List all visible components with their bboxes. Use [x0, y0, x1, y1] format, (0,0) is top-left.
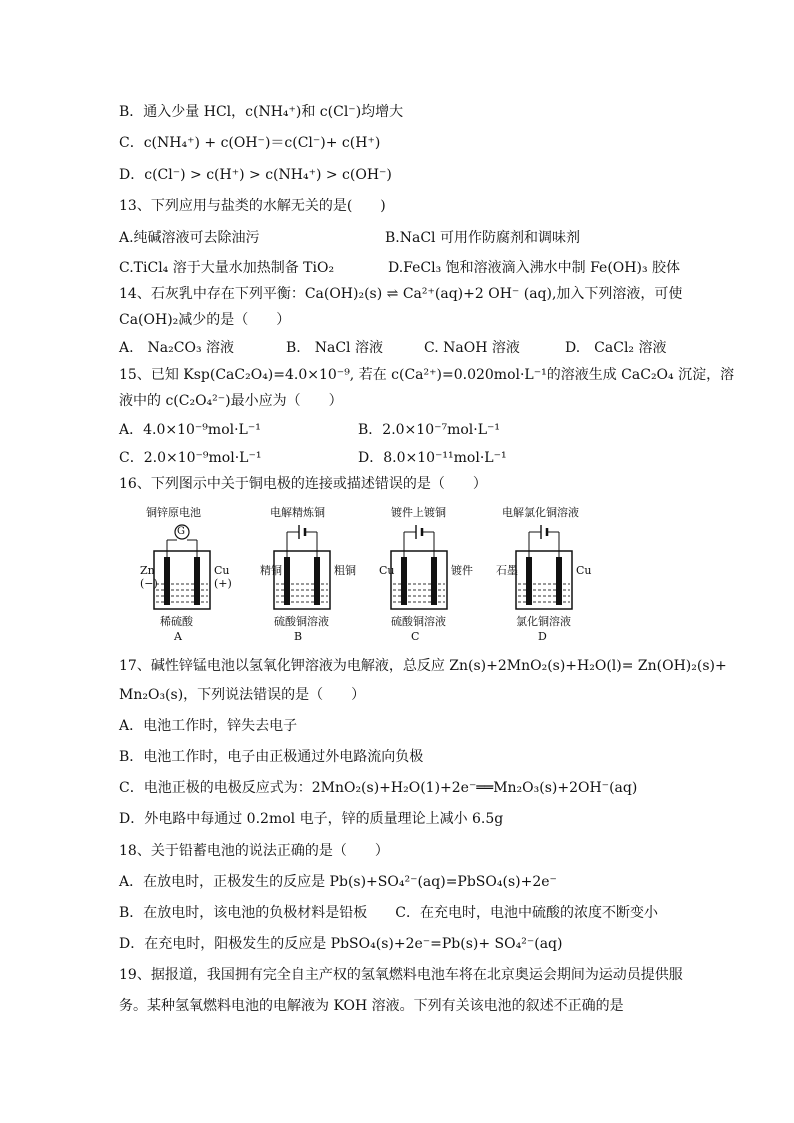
q14-option-b: B. NaCl 溶液	[286, 340, 383, 356]
q12-option-d: D．c(Cl⁻) > c(H⁺) > c(NH₄⁺) > c(OH⁻)	[119, 167, 392, 183]
q14-option-c: C. NaOH 溶液	[424, 340, 520, 356]
q15-option-d: D．8.0×10⁻¹¹mol·L⁻¹	[358, 450, 507, 466]
q15-stem-line2: 液中的 c(C₂O₄²⁻)最小应为（ ）	[119, 393, 343, 409]
q13-stem: 13、下列应用与盐类的水解无关的是( )	[119, 198, 386, 214]
diagram-title: 镀件上镀铜	[391, 506, 446, 519]
q12-option-b: B．通入少量 HCl，c(NH₄⁺)和 c(Cl⁻)均增大	[119, 104, 404, 120]
q18-option-b-c: B．在放电时，该电池的负极材料是铅板 C．在充电时，电池中硫酸的浓度不断变小	[119, 905, 658, 921]
diagram-title: 铜锌原电池	[146, 506, 201, 519]
right-electrode-label: Cu	[576, 564, 592, 577]
solution-label: 氯化铜溶液	[516, 615, 571, 628]
q17-option-c: C．电池正极的电极反应式为：2MnO₂(s)+H₂O(1)+2e⁻══Mn₂O₃(s)+2OH⁻(aq)	[119, 780, 638, 796]
left-electrode-label: 石墨	[496, 564, 518, 577]
galvanometer-label: G	[177, 526, 185, 537]
left-electrode-sign: (−)	[140, 577, 158, 590]
q16-stem: 16、下列图示中关于铜电极的连接或描述错误的是（ ）	[119, 476, 487, 492]
left-electrode-label: Cu	[379, 564, 395, 577]
q17-option-a: A．电池工作时，锌失去电子	[119, 718, 298, 734]
q13-option-d: D.FeCl₃ 饱和溶液滴入沸水中制 Fe(OH)₃ 胶体	[388, 260, 681, 276]
q15-option-b: B．2.0×10⁻⁷mol·L⁻¹	[358, 422, 501, 438]
q14-option-a: A. Na₂CO₃ 溶液	[119, 340, 235, 356]
cell-svg	[377, 502, 487, 652]
diagram-letter: A	[174, 630, 182, 643]
diagram-a	[140, 502, 250, 652]
diagram-letter: D	[538, 630, 547, 643]
right-electrode-label: 镀件	[451, 564, 473, 577]
q15-option-c: C．2.0×10⁻⁹mol·L⁻¹	[119, 450, 262, 466]
electrode-diagrams	[140, 502, 600, 652]
q17-option-b: B．电池工作时，电子由正极通过外电路流向负极	[119, 749, 424, 765]
left-electrode-label: Zn	[140, 564, 155, 577]
q15-stem-line1: 15、已知 Ksp(CaC₂O₄)=4.0×10⁻⁹, 若在 c(Ca²⁺)=0.020mol·L⁻¹的溶液生成 CaC₂O₄ 沉淀，溶	[119, 367, 735, 383]
right-electrode-sign: (+)	[214, 577, 232, 590]
diagram-c	[377, 502, 487, 652]
q15-option-a: A．4.0×10⁻⁹mol·L⁻¹	[119, 422, 261, 438]
q17-stem-line1: 17、碱性锌锰电池以氢氧化钾溶液为电解液，总反应 Zn(s)+2MnO₂(s)+H₂O(l)= Zn(OH)₂(s)+	[119, 658, 727, 674]
cell-svg	[260, 502, 370, 652]
diagram-letter: B	[294, 630, 303, 643]
q14-option-d: D. CaCl₂ 溶液	[565, 340, 667, 356]
diagram-title: 电解精炼铜	[270, 506, 325, 519]
solution-label: 硫酸铜溶液	[391, 615, 446, 628]
solution-label: 稀硫酸	[160, 615, 193, 628]
diagram-d	[490, 502, 600, 652]
diagram-letter: C	[411, 630, 420, 643]
right-electrode-label: 粗铜	[334, 564, 356, 577]
diagram-b	[260, 502, 370, 652]
diagram-title: 电解氯化铜溶液	[502, 506, 579, 519]
q19-stem-line2: 务。某种氢氧燃料电池的电解液为 KOH 溶液。下列有关该电池的叙述不正确的是	[119, 998, 624, 1014]
q14-stem-line1: 14、石灰乳中存在下列平衡：Ca(OH)₂(s) ⇌ Ca²⁺(aq)+2 OH⁻ (aq),加入下列溶液，可使	[119, 286, 683, 302]
q18-option-d: D．在充电时，阳极发生的反应是 PbSO₄(s)+2e⁻=Pb(s)+ SO₄²⁻(aq)	[119, 936, 563, 952]
q19-stem-line1: 19、据报道，我国拥有完全自主产权的氢氧燃料电池车将在北京奥运会期间为运动员提供服	[119, 967, 683, 983]
q13-option-a: A.纯碱溶液可去除油污	[119, 230, 260, 246]
right-electrode-label: Cu	[214, 564, 230, 577]
q14-stem-line2: Ca(OH)₂减少的是（ ）	[119, 312, 291, 328]
q18-option-a: A．在放电时，正极发生的反应是 Pb(s)+SO₄²⁻(aq)=PbSO₄(s)+2e⁻	[119, 874, 557, 890]
q13-option-b: B.NaCl 可用作防腐剂和调味剂	[385, 230, 580, 246]
q18-stem: 18、关于铅蓄电池的说法正确的是（ ）	[119, 843, 389, 859]
left-electrode-label: 精铜	[260, 564, 282, 577]
solution-label: 硫酸铜溶液	[274, 615, 329, 628]
q17-stem-line2: Mn₂O₃(s)，下列说法错误的是（ ）	[119, 687, 366, 703]
q13-option-c: C.TiCl₄ 溶于大量水加热制备 TiO₂	[119, 260, 335, 276]
q17-option-d: D．外电路中每通过 0.2mol 电子，锌的质量理论上减小 6.5g	[119, 811, 504, 827]
q12-option-c: C．c(NH₄⁺) + c(OH⁻)＝c(Cl⁻)+ c(H⁺)	[119, 135, 381, 151]
